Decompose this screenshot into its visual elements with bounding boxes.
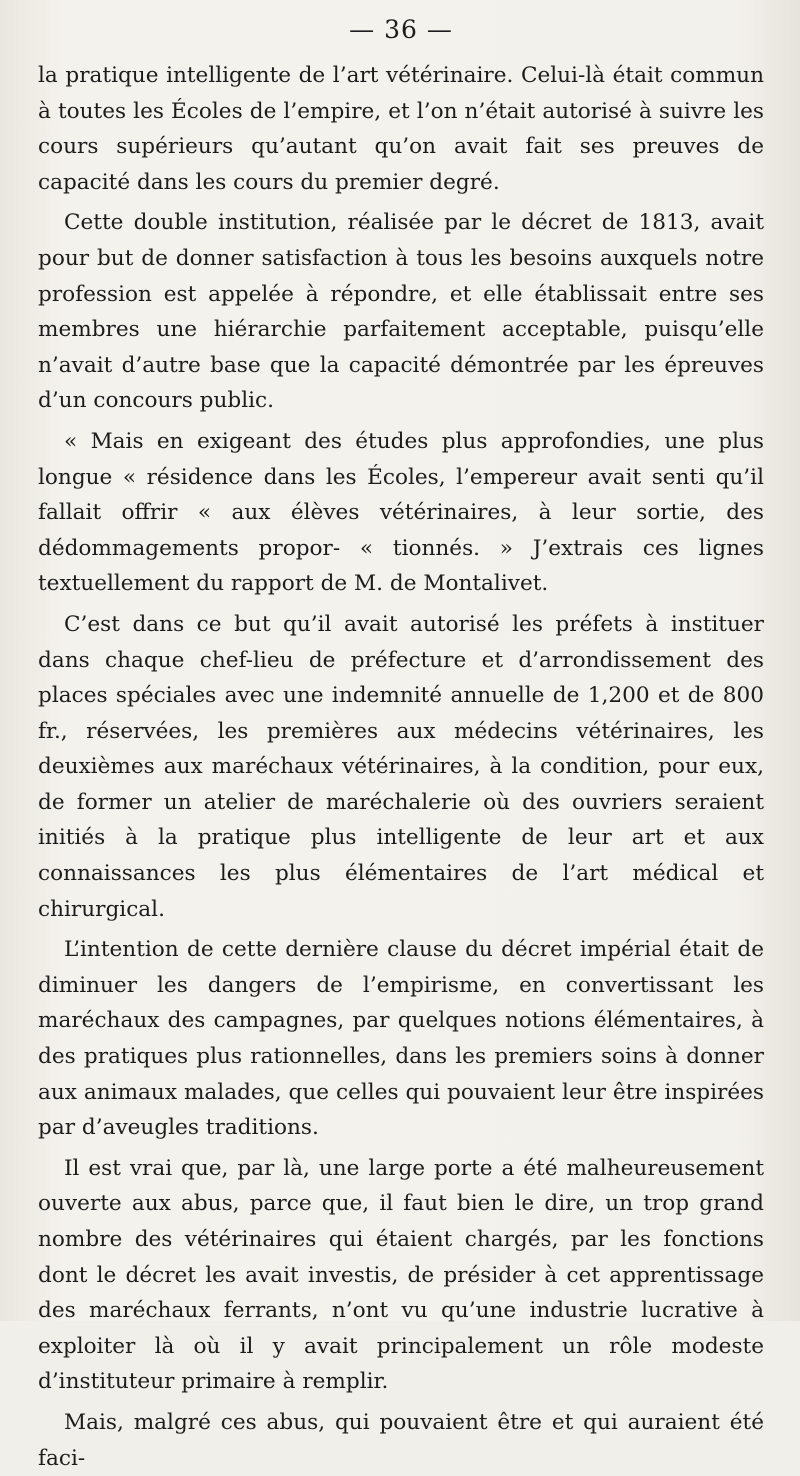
paragraph-intention: L’intention de cette dernière clause du décret impérial était de diminuer les dangers de l’empirisme, en convertissant les maréchaux des campagnes, par quelques notions élémentaires, à des pratiques plus rationnelles, dans les premiers soins à donner aux animaux malades, que celles qui pouvaient leur être inspirées par d’aveugles traditions. [38, 937, 764, 1141]
paragraph-quotation: « Mais en exigeant des études plus approfondies, une plus longue « résidence dans les Écoles, l’empereur avait senti qu’il fallait offrir « aux élèves vétérinaires, à leur sortie, des dédommagements propor- « tionnés. » J’extrais ces lignes textuellement du rapport de M. de Montalivet. [38, 428, 764, 597]
body-text [38, 58, 764, 1476]
paragraph-double-institution: Cette double institution, réalisée par le décret de 1813, avait pour but de donner satisfaction à tous les besoins auxquels notre profession est appelée à répondre, et elle établissait entre ses membres une hiérarchie parfaitement acceptable, puisqu’elle n’avait d’autre base que la capacité démontrée par les épreuves d’un concours public. [38, 210, 764, 414]
paragraph-malgre: Mais, malgré ces abus, qui pouvaient être et qui auraient été faci- [38, 1409, 764, 1471]
paragraph-prefets: C’est dans ce but qu’il avait autorisé les préfets à instituer dans chaque chef-lieu de préfecture et d’arrondissement des places spéciales avec une indemnité annuelle de 1,200 et de 800 fr., réservées, les premières aux médecins vétérinaires, les deuxièmes aux maréchaux vétérinaires, à la condition, pour eux, de former un atelier de maréchalerie où des ouvriers seraient initiés à la pratique plus intelligente de leur art et aux connaissances les plus élémentaires de l’art médical et chirurgical. [38, 611, 764, 922]
paragraph-continuation: la pratique intelligente de l’art vétérinaire. Celui-là était commun à toutes les Écoles de l’empire, et l’on n’était autorisé à suivre les cours supérieurs qu’autant qu’on avait fait ses preuves de capacité dans les cours du premier degré. [38, 63, 764, 195]
page-number: — 36 — [349, 15, 453, 44]
paragraph-abus: Il est vrai que, par là, une large porte a été malheureusement ouverte aux abus, parce que, il faut bien le dire, un trop grand nombre des vétérinaires qui étaient chargés, par les fonctions dont le décret les avait investis, de présider à cet apprentissage des maréchaux ferrants, n’ont vu qu’une industrie lucrative à exploiter là où il y avait principalement un rôle modeste d’instituteur primaire à remplir. [38, 1155, 764, 1395]
